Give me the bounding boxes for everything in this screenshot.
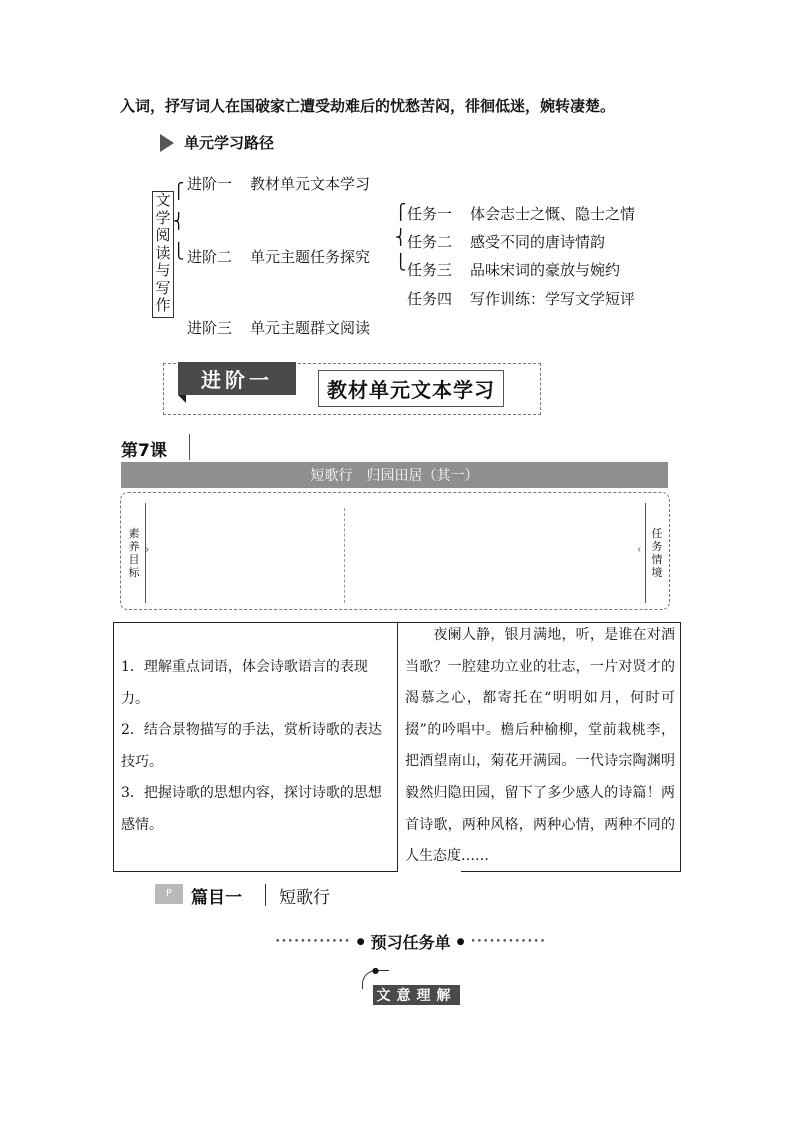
- chapter-title: 篇目一: [191, 888, 242, 908]
- task-title: 体会志士之慨、隐士之情: [470, 205, 636, 223]
- stage-step: 进阶三: [187, 319, 233, 337]
- task-title: 感受不同的唐诗情韵: [470, 233, 606, 251]
- stage-item-1: [187, 173, 370, 194]
- intro-text: 入词，抒写词人在国破家亡遭受劫难后的忧愁苦闷，徘徊低迷，婉转凄楚。: [120, 97, 616, 115]
- stage-banner-label: 教材单元文本学习: [318, 370, 504, 407]
- goal-item: 3．把握诗歌的思想内容，探讨诗歌的思想感情。: [121, 785, 382, 833]
- stage-title: 教材单元文本学习: [250, 175, 371, 193]
- lesson-divider: [189, 434, 190, 460]
- lesson-title-band: 短歌行 归园田居（其一）: [121, 462, 668, 488]
- section-label: 文意理解: [373, 985, 460, 1005]
- task-name: 任务一: [407, 205, 453, 223]
- dot-icon: ●: [372, 966, 379, 975]
- task-name: 任务四: [407, 290, 453, 308]
- goal-item: 2．结合景物描写的手法，赏析诗歌的表达技巧。: [121, 722, 382, 770]
- stage-banner-fold: [178, 395, 186, 403]
- preview-title: 预习任务单: [370, 933, 451, 952]
- stage-title: 单元主题群文阅读: [250, 319, 371, 337]
- learning-path-heading: [160, 132, 274, 153]
- task-scenario-tag: 任务情境: [651, 527, 663, 579]
- literacy-goals-tag: 素养目标: [128, 527, 140, 579]
- task-item-4: [407, 288, 635, 309]
- task-title: 品味宋词的豪放与婉约: [470, 261, 621, 279]
- right-divider: [645, 503, 646, 603]
- stage-item-3: [187, 317, 370, 338]
- learning-path-title: 单元学习路径: [184, 134, 275, 152]
- task-name: 任务二: [407, 233, 453, 251]
- scenario-text: 夜阑人静，银月满地，听，是谁在对酒当歌？一腔建功立业的壮志，一片对贤才的渴慕之心，都寄托在“明明如月，何时可掇”的吟唱中。檐后种榆柳，堂前栽桃李，把酒望南山，菊花开满园。一代诗宗陶渊明毅然归隐田园，留下了多少感人的诗篇！两首诗歌，两种风格，两种心情，两种不同的人生态度……: [405, 627, 675, 865]
- stage-step: 进阶二: [187, 248, 233, 266]
- stage-step: 进阶一: [187, 175, 233, 193]
- chapter-name: 短歌行: [279, 888, 330, 908]
- task-item-2: [407, 231, 605, 252]
- triangle-marker-icon: [160, 134, 174, 152]
- dot-leader-left: ••••••••••••: [275, 936, 351, 947]
- preview-heading: [275, 930, 546, 953]
- task-title: 写作训练：学写文学短评: [470, 290, 636, 308]
- task-name: 任务三: [407, 261, 453, 279]
- stage-title: 单元主题任务探究: [250, 248, 371, 266]
- table-gap: [398, 870, 461, 874]
- root-topic-box: 文学阅读与写作: [152, 191, 174, 318]
- chapter-divider: [265, 884, 266, 906]
- chevron-right-icon: ›: [145, 543, 150, 556]
- chapter-badge: P: [155, 884, 183, 904]
- goals-list: [121, 652, 391, 841]
- brace-icon: ⎧ ⎨ ⎩: [395, 203, 407, 271]
- goals-table-divider: [397, 622, 398, 872]
- stage-item-2: [187, 246, 370, 267]
- goal-item: 1．理解重点词语，体会诗歌语言的表现力。: [121, 659, 368, 707]
- center-divider: [344, 508, 345, 603]
- stage-banner-tab: 进阶一: [178, 362, 296, 395]
- dot-icon: ●: [356, 936, 365, 947]
- brace-icon: ⎧ ⎨ ⎩: [173, 182, 185, 260]
- task-item-1: [407, 203, 635, 224]
- chevron-left-icon: ‹: [637, 543, 642, 556]
- dot-icon: ●: [456, 936, 465, 947]
- dot-leader-right: ••••••••••••: [470, 936, 547, 947]
- task-item-3: [407, 259, 620, 280]
- goal-scenario-frame: [120, 492, 670, 610]
- lesson-number: 第7课: [121, 441, 167, 461]
